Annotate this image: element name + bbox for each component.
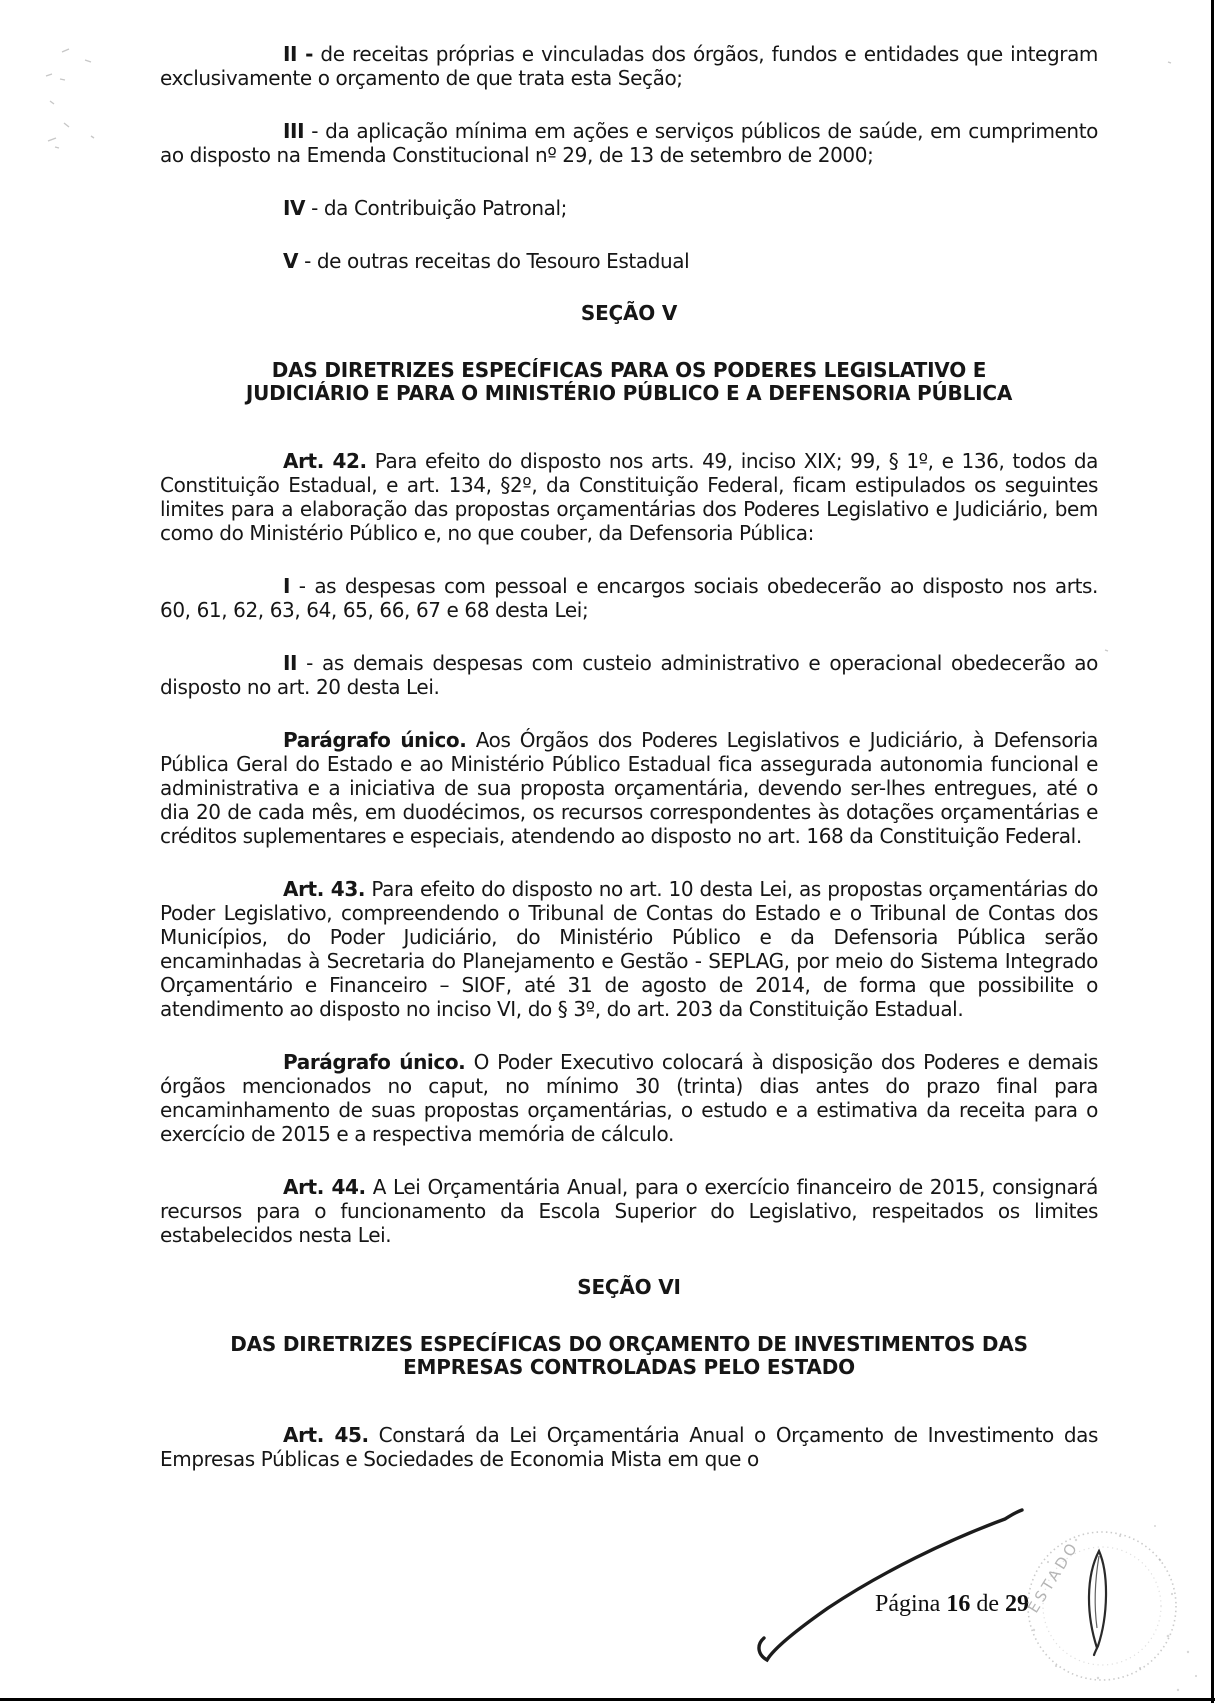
paragraph-label: Parágrafo único. xyxy=(283,728,467,752)
item-number: V xyxy=(283,249,299,273)
article-42-paragrafo-unico xyxy=(160,728,1098,848)
item-number: II xyxy=(283,651,298,675)
section-vi-heading xyxy=(160,1276,1098,1299)
stamp-outer-ring xyxy=(1028,1532,1176,1680)
item-text: - as demais despesas com custeio administrativo e operacional obedecerão ao disposto no art. 20 desta Lei. xyxy=(160,651,1098,699)
article-43 xyxy=(160,877,1098,1021)
item-text: - de outras receitas do Tesouro Estadual xyxy=(304,249,690,273)
item-v-outras-receitas xyxy=(160,249,1098,273)
document-body xyxy=(160,42,1098,1500)
footer-current-page: 16 xyxy=(946,1591,971,1617)
item-text: - da aplicação mínima em ações e serviços públicos de saúde, em cumprimento ao disposto na Emenda Constitucional nº 29, de 13 de setembro de 2000; xyxy=(160,119,1098,167)
item-i-despesas-pessoal xyxy=(160,574,1098,622)
item-ii-custeio xyxy=(160,651,1098,699)
footer-word-de: de xyxy=(976,1591,999,1617)
section-heading-text: SEÇÃO VI xyxy=(577,1275,681,1299)
paragraph-text: Aos Órgãos dos Poderes Legislativos e Judiciário, à Defensoria Pública Geral do Estado e ao Ministério Público Estadual fica assegurada autonomia funcional e administrativa e a iniciativa de sua proposta orçamentária, devendo ser-lhes entregues, até o dia 20 de cada mês, em duodécimos, os recursos correspondentes às dotações orçamentárias e créditos suplementares e especiais, atendendo ao disposto no art. 168 da Constituição Federal. xyxy=(160,728,1098,848)
article-number: Art. 42. xyxy=(283,449,367,473)
stamp-inner-ring xyxy=(1043,1547,1161,1665)
page-footer xyxy=(875,1591,1029,1618)
article-text: A Lei Orçamentária Anual, para o exercício financeiro de 2015, consignará recursos para o funcionamento da Escola Superior do Legislativo, respeitados os limites estabelecidos nesta Lei. xyxy=(160,1175,1098,1247)
article-text: Para efeito do disposto no art. 10 desta Lei, as propostas orçamentárias do Poder Legislativo, compreendendo o Tribunal de Contas do Estado e o Tribunal de Contas dos Municípios, do Poder Judiciário, do Ministério Público e da Defensoria Pública serão encaminhadas à Secretaria do Planejamento e Gestão - SEPLAG, por meio do Sistema Integrado Orçamentário e Financeiro – SIOF, até 31 de agosto de 2014, de forma que possibilite o atendimento ao disposto no inciso VI, do § 3º, do art. 203 da Constituição Estadual. xyxy=(160,877,1098,1021)
stamp xyxy=(1024,1525,1197,1691)
scan-border-right xyxy=(1211,0,1214,1703)
paragraph-text: O Poder Executivo colocará à disposição dos Poderes e demais órgãos mencionados no caput, no mínimo 30 (trinta) dias antes do prazo final para encaminhamento de suas propostas orçamentárias, o estudo e a estimativa da receita para o exercício de 2015 e a respectiva memória de cálculo. xyxy=(160,1050,1098,1146)
article-42 xyxy=(160,449,1098,545)
title-line: DAS DIRETRIZES ESPECÍFICAS DO ORÇAMENTO DE INVESTIMENTOS DAS xyxy=(230,1332,1028,1356)
pen-leaf-mark xyxy=(1089,1551,1106,1655)
item-text: - as despesas com pessoal e encargos sociais obedecerão ao disposto nos arts. 60, 61, 62, 63, 64, 65, 66, 67 e 68 desta Lei; xyxy=(160,574,1098,622)
pen-leaf-inner xyxy=(1095,1556,1099,1628)
title-line: JUDICIÁRIO E PARA O MINISTÉRIO PÚBLICO E A DEFENSORIA PÚBLICA xyxy=(245,381,1013,405)
section-vi-title xyxy=(160,1333,1098,1379)
article-number: Art. 45. xyxy=(283,1423,369,1447)
item-number: II - xyxy=(283,42,313,66)
item-iv-contribuicao xyxy=(160,196,1098,220)
article-text: Constará da Lei Orçamentária Anual o Orçamento de Investimento das Empresas Públicas e Sociedades de Economia Mista em que o xyxy=(160,1423,1098,1471)
footer-word-pagina: Página xyxy=(875,1591,941,1617)
item-text: de receitas próprias e vinculadas dos órgãos, fundos e entidades que integram exclusivamente o orçamento de que trata esta Seção; xyxy=(160,42,1099,90)
item-number: III xyxy=(283,119,305,143)
article-text: Para efeito do disposto nos arts. 49, inciso XIX; 99, § 1º, e 136, todos da Constituição Estadual, e art. 134, §2º, da Constituição Federal, ficam estipulados os seguintes limites para a elaboração das propostas orçamentárias dos Poderes Legislativo e Judiciário, bem como do Ministério Público e, no que couber, da Defensoria Pública: xyxy=(160,449,1098,545)
item-ii-receitas xyxy=(160,42,1098,90)
item-number: IV xyxy=(283,196,306,220)
section-v-title xyxy=(160,359,1098,405)
section-heading-text: SEÇÃO V xyxy=(580,301,678,325)
title-line: DAS DIRETRIZES ESPECÍFICAS PARA OS PODERES LEGISLATIVO E xyxy=(271,358,987,382)
article-number: Art. 44. xyxy=(283,1175,366,1199)
scan-border-bottom xyxy=(0,1698,1215,1701)
item-number: I xyxy=(283,574,291,598)
article-45 xyxy=(160,1423,1098,1471)
article-43-paragrafo-unico xyxy=(160,1050,1098,1146)
paragraph-label: Parágrafo único. xyxy=(283,1050,466,1074)
article-number: Art. 43. xyxy=(283,877,366,901)
title-line: EMPRESAS CONTROLADAS PELO ESTADO xyxy=(403,1355,855,1379)
signature-stroke xyxy=(759,1510,1022,1660)
article-44 xyxy=(160,1175,1098,1247)
item-iii-saude xyxy=(160,119,1098,167)
stamp-text: ESTADO xyxy=(1024,1537,1083,1617)
footer-total-pages: 29 xyxy=(1004,1591,1029,1617)
stamp-speckles xyxy=(1033,1525,1197,1691)
item-text: - da Contribuição Patronal; xyxy=(311,196,567,220)
section-v-heading xyxy=(160,302,1098,325)
